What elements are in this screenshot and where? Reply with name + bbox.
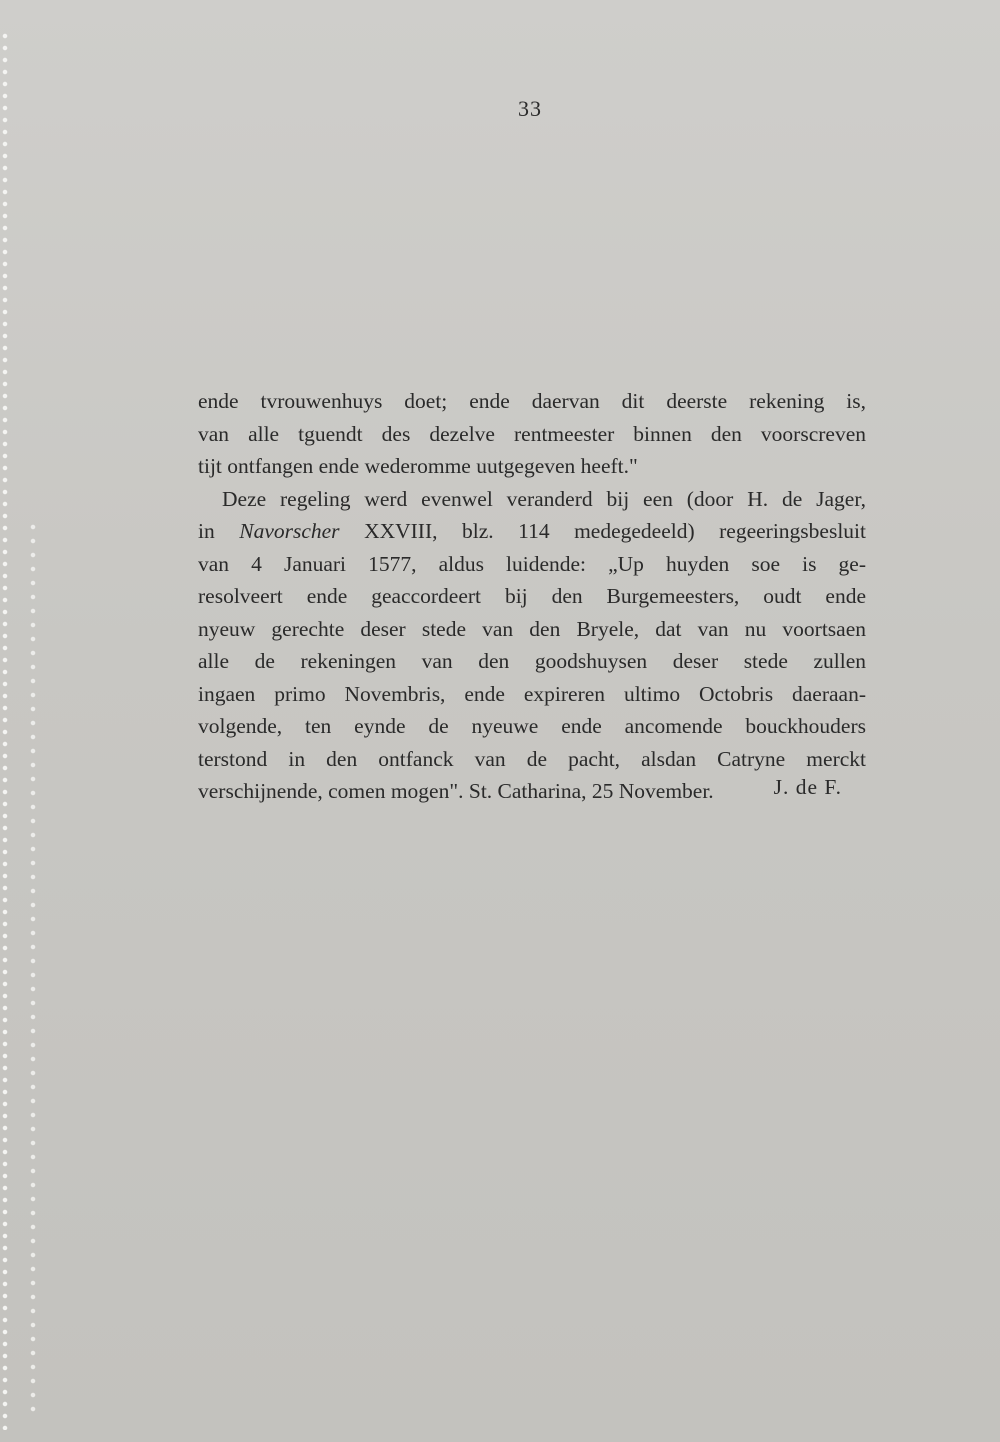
text-line: van 4 Januari 1577, aldus luidende: „Up huyden soe is ge- bbox=[198, 551, 866, 576]
perforation-edge bbox=[2, 30, 8, 1430]
text-line: terstond in den ontfanck van de pacht, alsdan Catryne merckt bbox=[198, 746, 866, 771]
signature: J. de F. bbox=[773, 775, 842, 799]
journal-title: Navorscher bbox=[239, 519, 340, 543]
perforation-inner-edge bbox=[30, 520, 36, 1420]
text-fragment: XXVIII, blz. 114 medegedeeld) regeeringsbesluit bbox=[364, 519, 867, 543]
text-line: alle de rekeningen van den goodshuysen deser stede zullen bbox=[198, 649, 866, 673]
text-line: Deze regeling werd evenwel veranderd bij een (door H. de Jager, bbox=[222, 486, 866, 511]
text-line: tijt ontfangen ende wederomme uutgegeven heeft." bbox=[198, 454, 638, 478]
text-line: ingaen primo Novembris, ende expireren ultimo Octobris daeraan- bbox=[198, 681, 866, 706]
body-text bbox=[198, 385, 866, 808]
page-number: 33 bbox=[518, 96, 542, 121]
text-line: volgende, ten eynde de nyeuwe ende ancomende bouckhouders bbox=[198, 714, 866, 738]
text-fragment: in bbox=[198, 519, 215, 543]
text-line: nyeuw gerechte deser stede van den Bryele, dat van nu voortsaen bbox=[198, 616, 866, 641]
text-line: resolveert ende geaccordeert bij den Burgemeesters, oudt ende bbox=[198, 584, 866, 608]
text-line: ende tvrouwenhuys doet; ende daervan dit deerste rekening is, bbox=[198, 389, 866, 413]
text-line: verschijnende, comen mogen". St. Catharina, 25 November. bbox=[198, 779, 714, 803]
text-line-with-italic bbox=[198, 515, 866, 548]
text-line: van alle tguendt des dezelve rentmeester binnen den voorscreven bbox=[198, 421, 866, 446]
